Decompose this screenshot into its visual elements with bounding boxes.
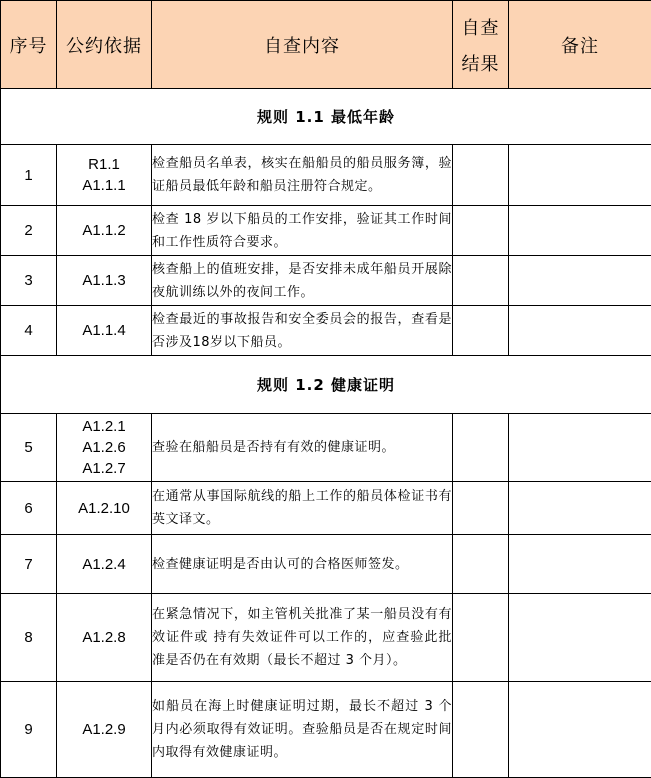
row-basis bbox=[57, 682, 152, 778]
row-basis bbox=[57, 482, 152, 535]
row-result-cell[interactable] bbox=[453, 535, 509, 594]
row-result-cell[interactable] bbox=[453, 306, 509, 356]
row-no: 5 bbox=[1, 414, 57, 482]
row-remark-cell[interactable] bbox=[509, 594, 651, 682]
table-row bbox=[1, 535, 651, 594]
row-no: 7 bbox=[1, 535, 57, 594]
header-content: 自查内容 bbox=[152, 1, 453, 89]
basis-ref: A1.2.4 bbox=[82, 555, 126, 573]
row-result-cell[interactable] bbox=[453, 145, 509, 206]
basis-ref: A1.2.7 bbox=[82, 460, 126, 477]
row-remark-cell[interactable] bbox=[509, 206, 651, 256]
row-result-cell[interactable] bbox=[453, 594, 509, 682]
basis-ref: A1.2.6 bbox=[82, 439, 126, 456]
table-row bbox=[1, 145, 651, 206]
row-remark-cell[interactable] bbox=[509, 482, 651, 535]
table-row bbox=[1, 682, 651, 778]
header-basis: 公约依据 bbox=[57, 1, 152, 89]
row-remark-cell[interactable] bbox=[509, 535, 651, 594]
section-row-1-2 bbox=[1, 356, 651, 414]
table-row bbox=[1, 306, 651, 356]
row-content: 在紧急情况下，如主管机关批准了某一船员没有有效证件或 持有失效证件可以工作的，应查验此批准是否仍在有效期（最长不超过 3 个月）。 bbox=[152, 594, 453, 682]
row-basis bbox=[57, 535, 152, 594]
row-content: 检查健康证明是否由认可的合格医师签发。 bbox=[152, 535, 453, 594]
row-remark-cell[interactable] bbox=[509, 306, 651, 356]
row-content: 查验在船船员是否持有有效的健康证明。 bbox=[152, 414, 453, 482]
basis-ref: R1.1 bbox=[88, 156, 120, 173]
row-no: 4 bbox=[1, 306, 57, 356]
row-result-cell[interactable] bbox=[453, 206, 509, 256]
basis-ref: A1.2.8 bbox=[82, 629, 126, 646]
row-remark-cell[interactable] bbox=[509, 414, 651, 482]
basis-ref: A1.1.2 bbox=[82, 222, 126, 239]
header-no: 序号 bbox=[1, 1, 57, 89]
table-row bbox=[1, 206, 651, 256]
table-header-row bbox=[1, 1, 651, 89]
row-content: 检查船员名单表，核实在船船员的船员服务簿，验证船员最低年龄和船员注册符合规定。 bbox=[152, 145, 453, 206]
row-basis bbox=[57, 594, 152, 682]
row-result-cell[interactable] bbox=[453, 256, 509, 306]
row-content: 检查 18 岁以下船员的工作安排，验证其工作时间和工作性质符合要求。 bbox=[152, 206, 453, 256]
row-basis bbox=[57, 306, 152, 356]
basis-ref: A1.2.10 bbox=[78, 499, 130, 517]
row-result-cell[interactable] bbox=[453, 414, 509, 482]
row-basis bbox=[57, 206, 152, 256]
row-no: 8 bbox=[1, 594, 57, 682]
row-basis bbox=[57, 145, 152, 206]
header-result-line1: 自查 bbox=[461, 17, 500, 39]
row-result-cell[interactable] bbox=[453, 482, 509, 535]
table-row bbox=[1, 256, 651, 306]
row-remark-cell[interactable] bbox=[509, 682, 651, 778]
row-content: 核查船上的值班安排，是否安排未成年船员开展除夜航训练以外的夜间工作。 bbox=[152, 256, 453, 306]
row-no: 3 bbox=[1, 256, 57, 306]
row-content: 如船员在海上时健康证明过期，最长不超过 3 个月内必须取得有效证明。查验船员是否在规定时间内取得有效健康证明。 bbox=[152, 682, 453, 778]
header-remark: 备注 bbox=[509, 1, 651, 89]
section-title: 规则 1.2 健康证明 bbox=[1, 356, 651, 414]
row-no: 2 bbox=[1, 206, 57, 256]
row-no: 1 bbox=[1, 145, 57, 206]
section-title: 规则 1.1 最低年龄 bbox=[1, 89, 651, 145]
basis-ref: A1.1.1 bbox=[82, 177, 126, 194]
header-result bbox=[453, 1, 509, 89]
table-row bbox=[1, 414, 651, 482]
table-row bbox=[1, 594, 651, 682]
basis-ref: A1.2.9 bbox=[82, 721, 126, 738]
row-basis bbox=[57, 414, 152, 482]
row-remark-cell[interactable] bbox=[509, 256, 651, 306]
row-content: 检查最近的事故报告和安全委员会的报告，查看是否涉及18岁以下船员。 bbox=[152, 306, 453, 356]
section-row-1-1 bbox=[1, 89, 651, 145]
basis-ref: A1.1.4 bbox=[82, 322, 126, 339]
row-result-cell[interactable] bbox=[453, 682, 509, 778]
row-remark-cell[interactable] bbox=[509, 145, 651, 206]
table-row bbox=[1, 482, 651, 535]
header-result-line2: 结果 bbox=[461, 53, 500, 75]
row-no: 6 bbox=[1, 482, 57, 535]
row-content: 在通常从事国际航线的船上工作的船员体检证书有英文译文。 bbox=[152, 482, 453, 535]
basis-ref: A1.1.3 bbox=[82, 272, 126, 289]
basis-ref: A1.2.1 bbox=[82, 418, 126, 435]
row-no: 9 bbox=[1, 682, 57, 778]
row-basis bbox=[57, 256, 152, 306]
